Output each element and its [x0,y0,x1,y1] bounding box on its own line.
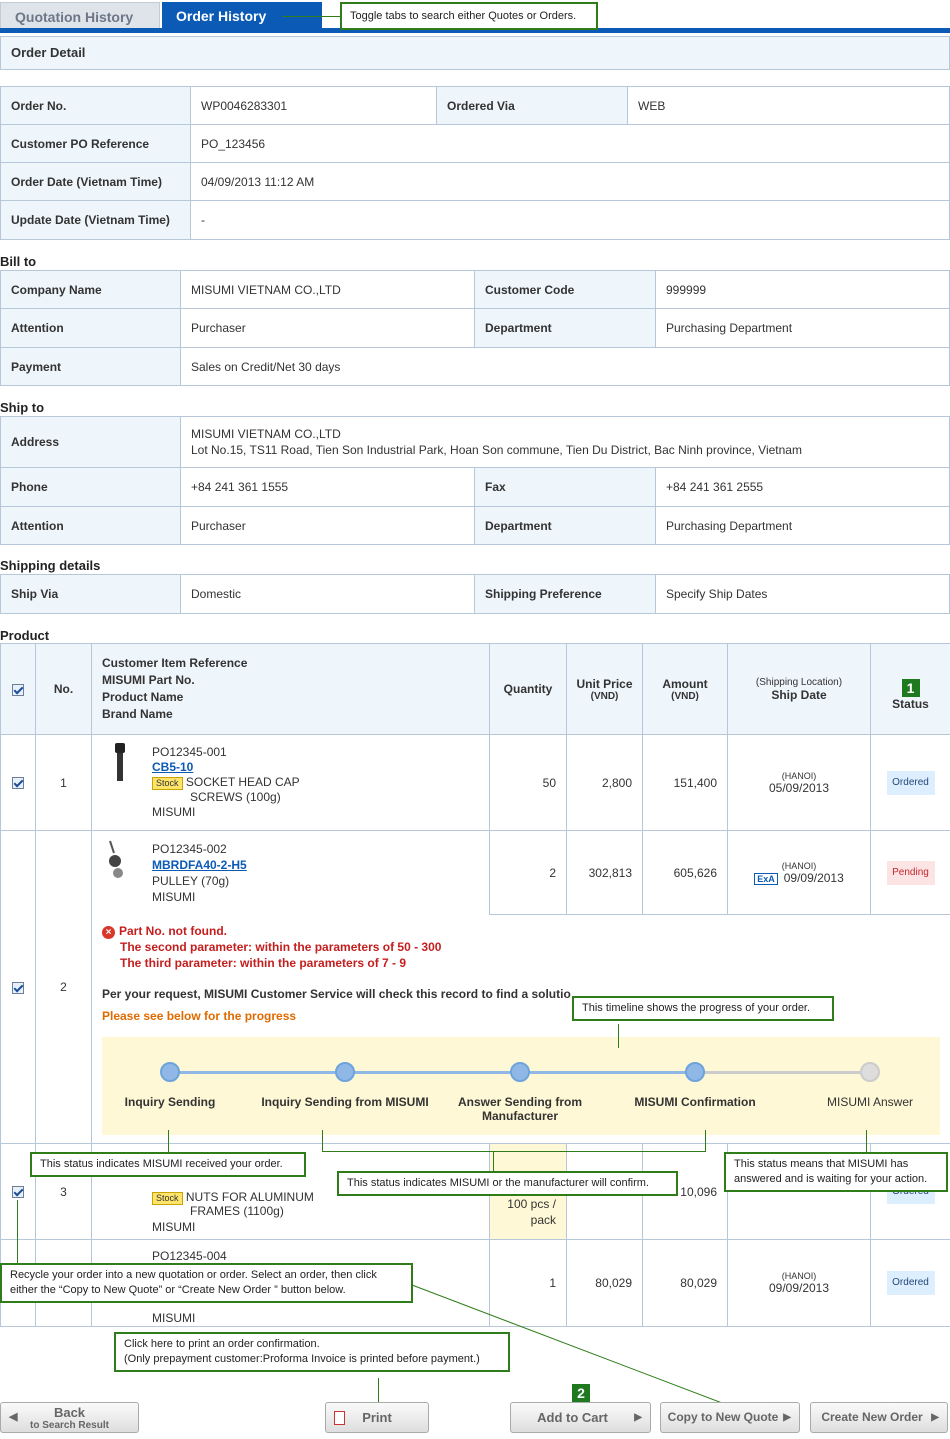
customer-code-value: 999999 [656,271,950,309]
product-heading: Product [0,628,50,643]
ship-department-value: Purchasing Department [656,507,950,545]
print-note [114,1332,510,1372]
company-label: Company Name [1,271,181,309]
create-new-order-label: Create New Order [821,1410,923,1424]
part-no-link[interactable]: MBRDFA40-2-H5 [152,857,247,872]
timeline-label-5: MISUMI Answer [826,1095,913,1109]
product-name: PULLEY (70g) [152,873,230,888]
col-amount-label: Amount [662,676,708,691]
print-button[interactable] [325,1402,429,1433]
ship-location: (HANOI) [781,860,817,871]
ship-attention-value: Purchaser [181,507,475,545]
ship-to-heading: Ship to [0,400,45,415]
col-product-name: Product Name [102,690,184,704]
row-no: 2 [36,831,92,1144]
order-no-label: Order No. [1,87,191,125]
chevron-right-icon: ▶ [634,1412,642,1423]
item-ref: PO12345-002 [152,841,227,856]
product-name-2: SCREWS (100g) [190,790,281,804]
product-name-2: FRAMES (1100g) [190,1203,284,1218]
po-label: Customer PO Reference [1,125,191,163]
phone-value: +84 241 361 1555 [181,468,475,507]
print-note-line-2: (Only prepayment customer:Proforma Invoice is printed before payment.) [124,1353,480,1365]
timeline-label-1: Inquiry Sending [124,1095,216,1109]
brand-name: MISUMI [152,805,196,819]
ship-via-value: Domestic [181,575,475,614]
row-amount: 151,400 [643,735,728,831]
back-button[interactable] [0,1402,139,1433]
add-to-cart-label: Add to Cart [537,1410,608,1425]
fax-value: +84 241 361 2555 [656,468,950,507]
received-note: This status indicates MISUMI received your order. [30,1152,306,1177]
back-sublabel: to Search Result [30,1420,109,1431]
create-new-order-button[interactable] [810,1402,948,1433]
ship-attention-label: Attention [1,507,181,545]
chevron-right-icon: ▶ [783,1412,791,1423]
brand-name: MISUMI [152,889,196,904]
col-ship-location: (Shipping Location) [755,676,843,688]
ship-date: 09/09/2013 [783,870,844,885]
ship-department-label: Department [475,507,656,545]
item-ref: PO12345-001 [152,745,227,759]
row-amount: 10,096 [643,1144,728,1240]
col-status-label: Status [892,697,929,711]
row-amount: 80,029 [643,1240,728,1327]
copy-to-new-quote-button[interactable] [660,1402,800,1433]
cs-message: Per your request, MISUMI Customer Service will check this record to find a solutio [102,987,571,1001]
row-amount: 605,626 [643,831,728,915]
confirm-note: This status indicates MISUMI or the manufacturer will confirm. [337,1171,678,1196]
error-param-2: The second parameter: within the parameters of 50 - 300 [120,940,442,954]
timeline-label-2: Inquiry Sending from MISUMI [261,1095,429,1109]
fax-label: Fax [475,468,656,507]
error-icon: × [102,926,115,939]
row-no: 1 [36,735,92,831]
timeline-label-4: MISUMI Confirmation [634,1095,756,1109]
col-part-no: MISUMI Part No. [102,673,195,687]
stock-badge: Stock [152,1192,183,1205]
address-line-1: MISUMI VIETNAM CO.,LTD [191,427,341,441]
back-label: Back [53,1405,86,1420]
ship-date: 09/09/2013 [768,1281,830,1295]
ordered-via-label: Ordered Via [437,87,628,125]
company-value: MISUMI VIETNAM CO.,LTD [181,271,475,309]
copy-to-new-quote-label: Copy to New Quote [667,1410,779,1424]
add-to-cart-button[interactable] [510,1402,651,1433]
row-qty: 50 [490,735,567,831]
address-line-2: Lot No.15, TS11 Road, Tien Son Industrial Park, Hoan Son commune, Tien Du District, Bac Ninh province, Vietnam [191,443,802,457]
timeline-note: This timeline shows the progress of your order. [572,996,834,1021]
ship-location: (HANOI) [781,1271,817,1281]
error-title: Part No. not found. [119,924,227,938]
update-date-value: - [191,201,950,240]
col-item-ref: Customer Item Reference [102,656,248,670]
chevron-left-icon: ◀ [9,1411,18,1423]
ship-date: 05/09/2013 [768,780,830,795]
error-param-3: The third parameter: within the parameters of 7 - 9 [120,956,407,970]
answered-note: This status means that MISUMI has answered and is waiting for your action. [724,1152,948,1192]
status-badge: Ordered [887,1271,935,1295]
bill-to-heading: Bill to [0,254,37,269]
chevron-right-icon: ▶ [931,1412,939,1423]
print-note-line-1: Click here to print an order confirmation. [124,1338,320,1350]
col-unit-price-unit: (VND) [590,690,619,702]
ordered-via-value: WEB [628,87,950,125]
order-date-label: Order Date (Vietnam Time) [1,163,191,201]
col-amount-unit: (VND) [671,690,699,702]
row-unit-price: 302,813 [567,831,643,915]
col-ship-date-label: Ship Date [771,687,827,702]
product-name: SOCKET HEAD CAP [185,775,300,789]
product-name: NUTS FOR ALUMINUM [185,1189,314,1204]
brand-name: MISUMI [152,1311,196,1325]
po-value: PO_123456 [191,125,950,163]
phone-label: Phone [1,468,181,507]
order-no-value: WP0046283301 [191,87,437,125]
attention-label: Attention [1,309,181,348]
row-unit-price: 2,800 [567,735,643,831]
row-qty: 1 [490,1240,567,1327]
recycle-note: Recycle your order into a new quotation or order. Select an order, then click either the “Copy to New Quote” or “Create New Order ” button below. [0,1263,413,1303]
row-qty: 2 [490,831,567,915]
update-date-label: Update Date (Vietnam Time) [1,201,191,240]
ship-via-label: Ship Via [1,575,181,614]
brand-name: MISUMI [152,1219,196,1234]
progress-message: Please see below for the progress [102,1009,297,1023]
address-label: Address [1,417,181,468]
col-brand: Brand Name [102,707,173,721]
pack-unit: pack [530,1212,556,1227]
shipping-details-heading: Shipping details [0,558,101,573]
tab-order-history[interactable]: Order History [162,2,322,30]
payment-label: Payment [1,348,181,386]
stock-badge: Stock [152,777,183,790]
part-no-link[interactable]: CB5-10 [152,760,194,774]
order-date-value: 04/09/2013 11:12 AM [191,163,950,201]
shipping-pref-value: Specify Ship Dates [656,575,950,614]
pack-size: 100 pcs / [507,1196,556,1211]
department-value: Purchasing Department [656,309,950,348]
col-quantity: Quantity [490,644,567,735]
row-unit-price: 80,029 [567,1240,643,1327]
col-no: No. [36,644,92,735]
attention-value: Purchaser [181,309,475,348]
item-ref: PO12345-004 [152,1249,227,1263]
step-marker-1: 1 [902,679,920,697]
pdf-icon [334,1411,345,1425]
status-badge: Ordered [887,771,935,795]
page-title: Order Detail [0,36,950,70]
step-marker-2: 2 [572,1384,590,1402]
print-label: Print [362,1410,392,1425]
shipping-pref-label: Shipping Preference [475,575,656,614]
tabs-note: Toggle tabs to search either Quotes or Orders. [340,2,598,30]
department-label: Department [475,309,656,348]
row-no: 3 [36,1144,92,1240]
payment-value: Sales on Credit/Net 30 days [181,348,950,386]
status-badge: Pending [887,861,935,885]
timeline-label-3: Answer Sending from Manufacturer [457,1095,582,1123]
ship-location: (HANOI) [781,770,817,781]
customer-code-label: Customer Code [475,271,656,309]
express-icon: ExA [754,873,778,885]
col-unit-price-label: Unit Price [576,676,633,691]
tab-quotation-history[interactable]: Quotation History [0,2,160,30]
